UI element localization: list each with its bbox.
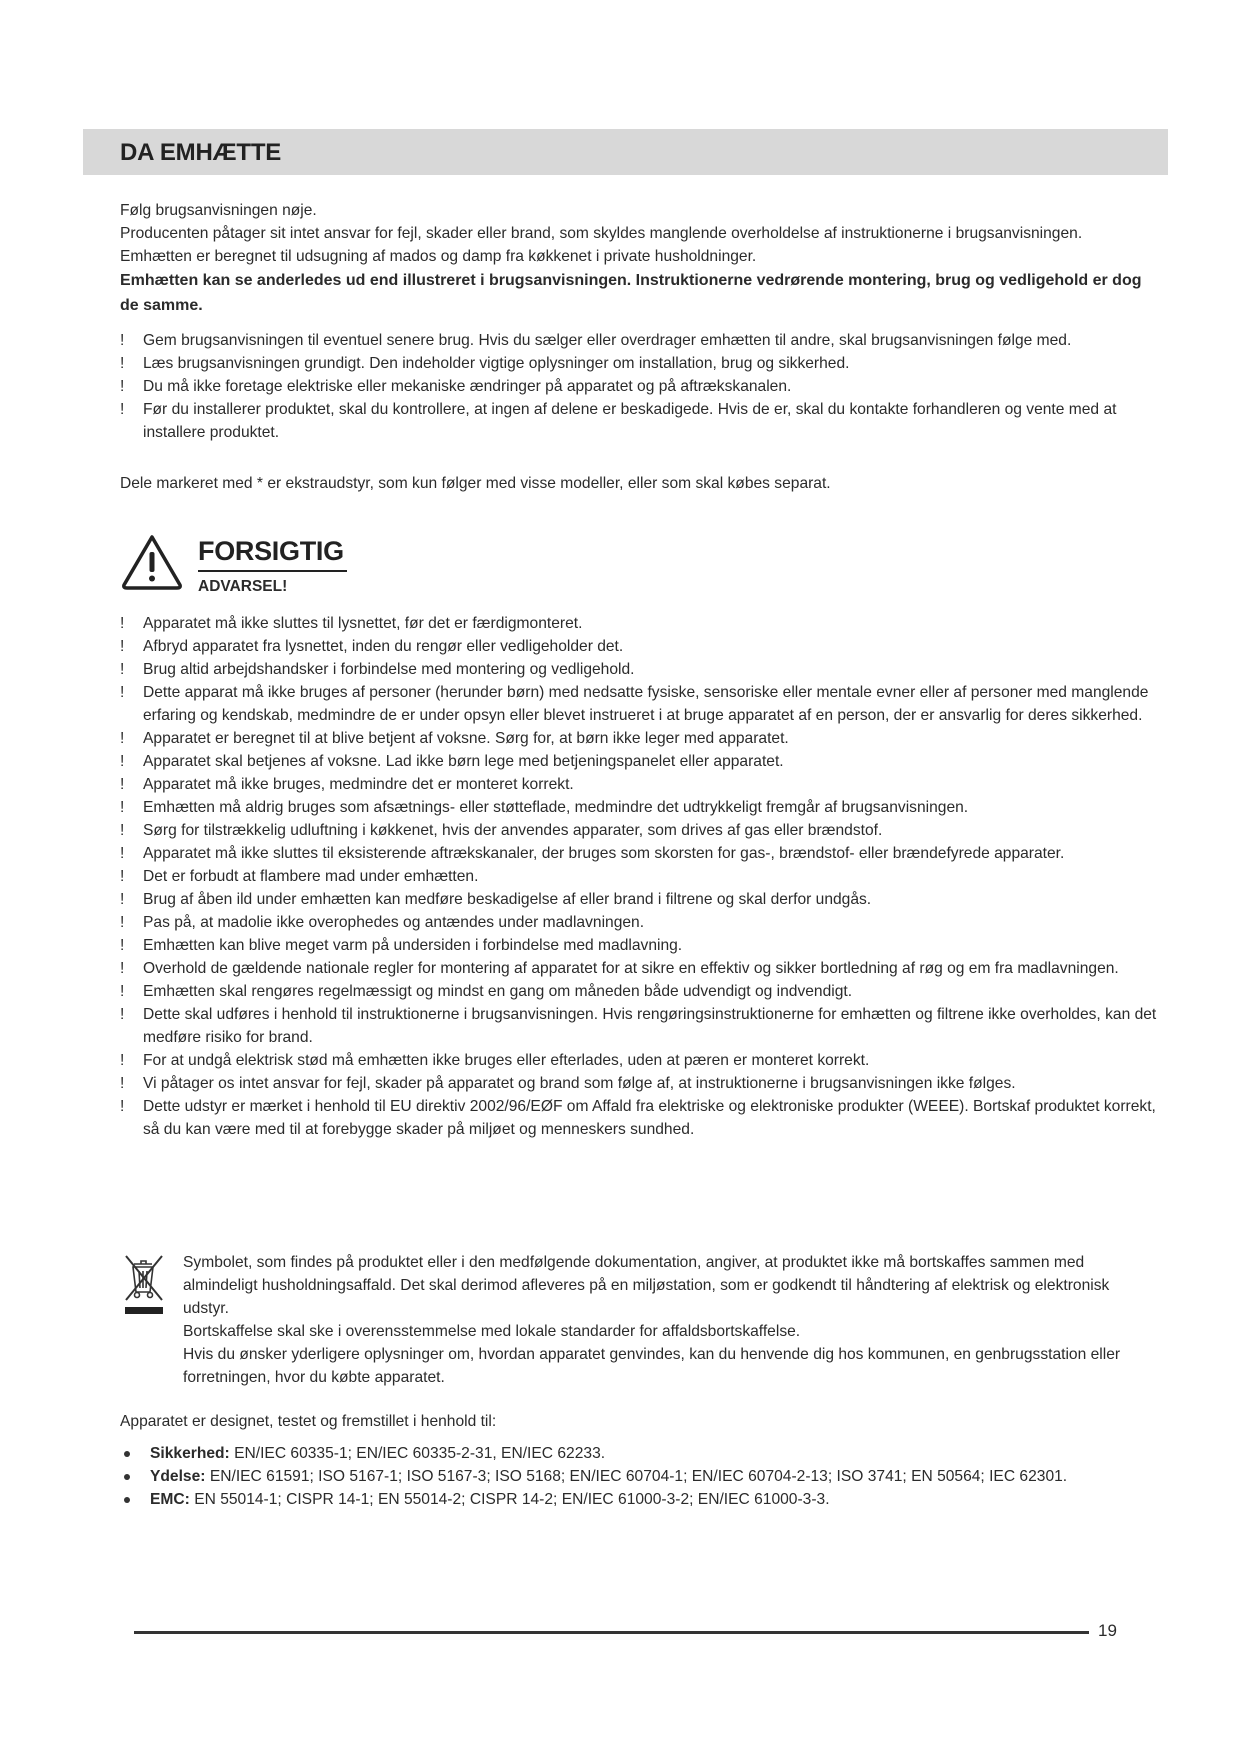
list-item: [120, 773, 1160, 796]
intro-line: Følg brugsanvisningen nøje.: [120, 202, 317, 219]
intro-text: [120, 199, 1160, 318]
list-item: [120, 1442, 1160, 1465]
exclamation-mark: !: [120, 1006, 125, 1023]
exclamation-mark: !: [120, 868, 125, 885]
list-item: [120, 1095, 1160, 1141]
exclamation-mark: !: [120, 822, 125, 839]
standard-text: EN/IEC 60335-1; EN/IEC 60335-2-31, EN/IEC 62233.: [234, 1445, 606, 1462]
warning-text: Det er forbudt at flambere mad under emhætten.: [143, 868, 479, 885]
exclamation-mark: !: [120, 1052, 125, 1069]
list-item: [120, 681, 1160, 727]
exclamation-mark: !: [120, 799, 125, 816]
warning-text: Emhætten må aldrig bruges som afsætnings- eller støtteflade, medmindre det udtrykkeligt fremgår af brugsanvisningen.: [143, 799, 969, 816]
intro-line: Emhætten er beregnet til udsugning af mados og damp fra køkkenet i private husholdninger.: [120, 248, 757, 265]
exclamation-mark: !: [120, 401, 125, 418]
warning-triangle-icon: [120, 533, 184, 591]
section-header: [83, 129, 1168, 175]
weee-paragraph: Bortskaffelse skal ske i overensstemmelse med lokale standarder for affaldsbortskaffelse.: [183, 1323, 801, 1340]
note-text: Læs brugsanvisningen grundigt. Den indeholder vigtige oplysninger om installation, brug og sikkerhed.: [143, 355, 850, 372]
exclamation-mark: !: [120, 776, 125, 793]
exclamation-mark: !: [120, 730, 125, 747]
list-item: [120, 658, 1160, 681]
warning-text: Emhætten skal rengøres regelmæssigt og mindst en gang om måneden både udvendigt og indvendigt.: [143, 983, 853, 1000]
list-item: [120, 612, 1160, 635]
notes-list: [120, 329, 1160, 444]
warning-text: Brug af åben ild under emhætten kan medføre beskadigelse af eller brand i filtrene og skal derfor undgås.: [143, 891, 872, 908]
list-item: [120, 888, 1160, 911]
list-item: [120, 635, 1160, 658]
exclamation-mark: !: [120, 891, 125, 908]
note-text: Gem brugsanvisningen til eventuel senere brug. Hvis du sælger eller overdrager emhætten til andre, skal brugsanvisningen følge med.: [143, 332, 1072, 349]
exclamation-mark: !: [120, 661, 125, 678]
intro-line: Producenten påtager sit intet ansvar for fejl, skader eller brand, som skyldes manglende overholdelse af instruktionerne i brugsanvisningen.: [120, 225, 1083, 242]
warning-text: Overhold de gældende nationale regler for montering af apparatet for at sikre en effektiv og sikker bortledning af røg og em fra madlavningen.: [143, 960, 1119, 977]
standard-text: EN 55014-1; CISPR 14-1; EN 55014-2; CISPR 14-2; EN/IEC 61000-3-2; EN/IEC 61000-3-3.: [194, 1491, 830, 1508]
warning-text: Apparatet skal betjenes af voksne. Lad ikke børn lege med betjeningspanelet eller apparatet.: [143, 753, 784, 770]
caution-subtitle: ADVARSEL!: [198, 578, 288, 595]
warnings-list: [120, 612, 1160, 1141]
list-item: [120, 819, 1160, 842]
warning-text: Afbryd apparatet fra lysnettet, inden du rengør eller vedligeholder det.: [143, 638, 624, 655]
warning-text: Apparatet må ikke sluttes til eksisterende aftrækskanaler, der bruges som skorsten for gas-, brændstof- eller brændefyrede apparater.: [143, 845, 1065, 862]
exclamation-mark: !: [120, 914, 125, 931]
exclamation-mark: !: [120, 845, 125, 862]
weee-paragraph: Symbolet, som findes på produktet eller i den medfølgende dokumentation, angiver, at produktet ikke må bortskaffes sammen med almindeligt husholdningsaffald. Det skal derimod afleveres på en miljøstation, som er godkendt til håndtering af elektrisk og elektronisk udstyr.: [183, 1254, 1110, 1317]
exclamation-mark: !: [120, 684, 125, 701]
page-number: 19: [1098, 1621, 1117, 1640]
exclamation-mark: !: [120, 615, 125, 632]
warning-text: Dette apparat må ikke bruges af personer (herunder børn) med nedsatte fysiske, sensoriske eller mentale evner eller af personer med manglende erfaring og kendskab, medmindre de er under opsyn eller blevet instrueret i at bruge apparatet af en person, der er ansvarlig for deres sikkerhed.: [143, 684, 1149, 724]
section-title: DA EMHÆTTE: [120, 139, 282, 166]
weee-disposal-text: [183, 1251, 1158, 1389]
list-item: [120, 750, 1160, 773]
note-text: Før du installerer produktet, skal du kontrollere, at ingen af delene er beskadigede. Hvis de er, skal du kontakte forhandleren og vente med at installere produktet.: [143, 401, 1117, 441]
exclamation-mark: !: [120, 983, 125, 1000]
weee-paragraph: Hvis du ønsker yderligere oplysninger om, hvordan apparatet genvindes, kan du henvende dig hos kommunen, en genbrugsstation eller forretningen, hvor du købte apparatet.: [183, 1346, 1121, 1386]
caution-underline: [198, 570, 347, 572]
exclamation-mark: !: [120, 332, 125, 349]
list-item: [120, 352, 1160, 375]
warning-text: Dette udstyr er mærket i henhold til EU direktiv 2002/96/EØF om Affald fra elektriske og elektroniske produkter (WEEE). Bortskaf produktet korrekt, så du kan være med til at forebygge skader på miljøet og menneskers sundhed.: [143, 1098, 1156, 1138]
list-item: [120, 911, 1160, 934]
exclamation-mark: !: [120, 937, 125, 954]
exclamation-mark: !: [120, 638, 125, 655]
list-item: [120, 934, 1160, 957]
list-item: [120, 796, 1160, 819]
standard-label: EMC:: [150, 1491, 190, 1508]
warning-text: Brug altid arbejdshandsker i forbindelse med montering og vedligehold.: [143, 661, 635, 678]
exclamation-mark: !: [120, 960, 125, 977]
list-item: [120, 727, 1160, 750]
optional-parts-note: Dele markeret med * er ekstraudstyr, som kun følger med visse modeller, eller som skal købes separat.: [120, 475, 831, 492]
standard-label: Ydelse:: [150, 1468, 206, 1485]
exclamation-mark: !: [120, 1075, 125, 1092]
crossed-out-bin-icon: [122, 1250, 166, 1316]
standards-intro: Apparatet er designet, testet og fremstillet i henhold til:: [120, 1413, 497, 1430]
warning-text: For at undgå elektrisk stød må emhætten ikke bruges eller efterlades, uden at pæren er monteret korrekt.: [143, 1052, 870, 1069]
bullet-dot: [124, 1474, 130, 1480]
warning-text: Apparatet er beregnet til at blive betjent af voksne. Sørg for, at børn ikke leger med apparatet.: [143, 730, 789, 747]
warning-text: Apparatet må ikke bruges, medmindre det er monteret korrekt.: [143, 776, 574, 793]
standard-text: EN/IEC 61591; ISO 5167-1; ISO 5167-3; ISO 5168; EN/IEC 60704-1; EN/IEC 60704-2-13; ISO 3741; EN 50564; IEC 62301.: [209, 1468, 1068, 1485]
footer-rule: [134, 1631, 1089, 1634]
list-item: [120, 1488, 1160, 1511]
exclamation-mark: !: [120, 753, 125, 770]
exclamation-mark: !: [120, 378, 125, 395]
list-item: [120, 957, 1160, 980]
warning-text: Sørg for tilstrækkelig udluftning i køkkenet, hvis der anvendes apparater, som drives af gas eller brændstof.: [143, 822, 883, 839]
standard-label: Sikkerhed:: [150, 1445, 230, 1462]
warning-text: Vi påtager os intet ansvar for fejl, skader på apparatet og brand som følge af, at instruktionerne i brugsanvisningen ikke følges.: [143, 1075, 1016, 1092]
warning-text: Dette skal udføres i henhold til instruktionerne i brugsanvisningen. Hvis rengøringsinstruktionerne for emhætten og filtrene ikke overholdes, kan det medføre risiko for brand.: [143, 1006, 1157, 1046]
list-item: [120, 329, 1160, 352]
list-item: [120, 865, 1160, 888]
warning-text: Pas på, at madolie ikke overophedes og antændes under madlavningen.: [143, 914, 645, 931]
standards-list: [120, 1442, 1160, 1511]
exclamation-mark: !: [120, 355, 125, 372]
list-item: [120, 375, 1160, 398]
bullet-dot: [124, 1497, 130, 1503]
warning-text: Emhætten kan blive meget varm på undersiden i forbindelse med madlavning.: [143, 937, 683, 954]
bullet-dot: [124, 1451, 130, 1457]
list-item: [120, 980, 1160, 1003]
caution-title: FORSIGTIG: [198, 536, 344, 566]
list-item: [120, 1072, 1160, 1095]
list-item: [120, 1003, 1160, 1049]
list-item: [120, 1465, 1160, 1488]
note-text: Du må ikke foretage elektriske eller mekaniske ændringer på apparatet og på aftrækskanalen.: [143, 378, 792, 395]
list-item: [120, 398, 1160, 444]
exclamation-mark: !: [120, 1098, 125, 1115]
list-item: [120, 1049, 1160, 1072]
warning-text: Apparatet må ikke sluttes til lysnettet, før det er færdigmonteret.: [143, 615, 583, 632]
intro-bold-note: Emhætten kan se anderledes ud end illustreret i brugsanvisningen. Instruktionerne vedrørende montering, brug og vedligehold er dog de samme.: [120, 272, 1142, 314]
list-item: [120, 842, 1160, 865]
